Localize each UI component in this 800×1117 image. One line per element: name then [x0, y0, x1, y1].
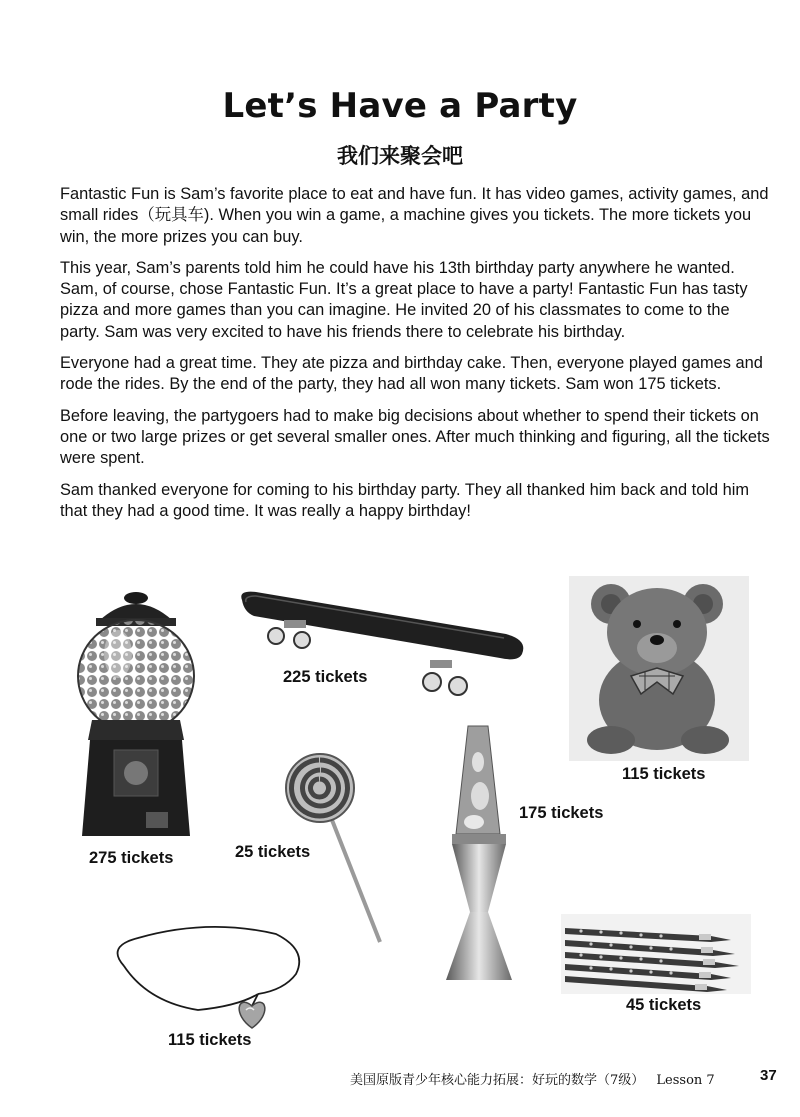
necklace-image	[108, 914, 308, 1032]
gumball-price-label: 275 tickets	[89, 849, 174, 867]
page-title: Let’s Have a Party	[222, 86, 578, 126]
lava-lamp-price-label: 175 tickets	[519, 804, 604, 822]
story-paragraph: Everyone had a great time. They ate pizza and birthday cake. Then, everyone played games and rode the rides. By the end of the party, they had all won many tickets. Sam won 175 tickets.	[60, 354, 763, 394]
lollipop-price-label: 25 tickets	[235, 843, 311, 861]
skateboard-image	[236, 586, 528, 700]
pens-image	[561, 914, 751, 994]
teddy-bear-image	[569, 576, 749, 761]
teddy-bear-price-label: 115 tickets	[622, 765, 706, 783]
page-footer	[350, 1069, 780, 1088]
story-text	[60, 184, 770, 532]
lesson-label: Lesson 7	[656, 1073, 715, 1088]
lava-lamp-image	[440, 722, 518, 986]
page-subtitle: 我们来聚会吧	[337, 143, 463, 168]
story-paragraph: Before leaving, the partygoers had to make big decisions about whether to spend their tickets on one or two large prizes or get several smaller ones. After much thinking and figuring, all the tickets were spent.	[60, 406, 770, 468]
story-paragraph: Fantastic Fun is Sam’s favorite place to eat and have fun. It has video games, activity games, and small rides（玩具车). When you win a game, a machine gives you tickets. The more tickets you win, the more prizes you can buy.	[60, 185, 769, 246]
skateboard-price-label: 225 tickets	[283, 668, 368, 686]
story-paragraph: This year, Sam’s parents told him he could have his 13th birthday party anywhere he wanted. Sam, of course, chose Fantastic Fun. It’s a great place to have a party! Fantastic Fun has tasty pizza and more games than you can imagine. He invited 20 of his classmates to come to the party. Sam was very excited to have his friends there to celebrate his birthday.	[60, 258, 748, 341]
book-title: 美国原版青少年核心能力拓展：好玩的数学（7级）	[350, 1073, 645, 1088]
necklace-price-label: 115 tickets	[168, 1031, 252, 1049]
gumball-machine-image	[74, 590, 198, 838]
pens-price-label: 45 tickets	[626, 996, 702, 1014]
page-number: 37	[760, 1067, 777, 1084]
story-paragraph: Sam thanked everyone for coming to his birthday party. They all thanked him back and told him that they had a good time. It was really a happy birthday!	[60, 480, 750, 520]
